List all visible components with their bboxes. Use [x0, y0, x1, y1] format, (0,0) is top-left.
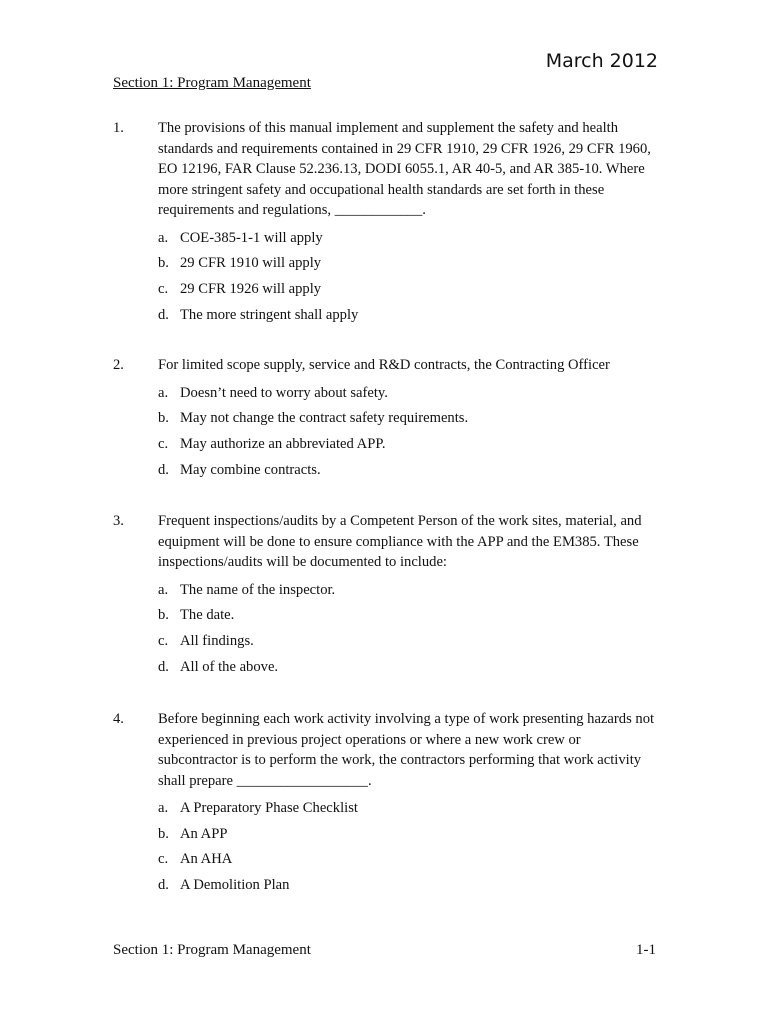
option-letter: b.: [158, 255, 169, 272]
question-text: Before beginning each work activity involving a type of work presenting hazards not experienced in previous project operations or where a new work crew or subcontractor is to perform the work, the contractors performing that work activity shall prepare __________________.: [158, 711, 655, 789]
option-letter: d.: [158, 877, 169, 894]
answer-option: [158, 253, 658, 279]
answer-option: [158, 460, 658, 486]
question-number: 4.: [113, 711, 124, 727]
answer-option: [158, 279, 658, 305]
option-letter: b.: [158, 410, 169, 427]
option-text: 29 CFR 1926 will apply: [180, 280, 322, 297]
option-letter: d.: [158, 461, 169, 478]
option-letter: c.: [158, 851, 169, 868]
question-2: [113, 355, 658, 485]
option-text: May combine contracts.: [180, 461, 321, 478]
answer-option: [158, 798, 658, 824]
page-number: 1-1: [636, 942, 656, 958]
question-3: [113, 511, 658, 682]
question-text: Frequent inspections/audits by a Competent Person of the work sites, material, and equipment will be done to ensure compliance with the APP and the EM385. These inspections/audits will be documented to include:: [158, 513, 642, 570]
question-4: [113, 709, 658, 901]
option-text: All findings.: [180, 632, 254, 649]
option-letter: a.: [158, 384, 169, 401]
answer-options: [158, 228, 658, 331]
option-text: An APP: [180, 825, 228, 842]
option-text: May not change the contract safety requirements.: [180, 410, 469, 427]
option-letter: b.: [158, 825, 169, 842]
answer-option: [158, 605, 658, 631]
answer-option: [158, 657, 658, 683]
option-text: 29 CFR 1910 will apply: [180, 255, 322, 272]
option-text: May authorize an abbreviated APP.: [180, 435, 386, 452]
answer-option: [158, 580, 658, 606]
answer-option: [158, 849, 658, 875]
option-letter: a.: [158, 800, 169, 816]
answer-option: [158, 228, 658, 254]
option-letter: a.: [158, 581, 169, 598]
answer-option: [158, 824, 658, 850]
question-number: 2.: [113, 357, 124, 373]
option-text: An AHA: [180, 851, 233, 868]
answer-option: [158, 631, 658, 657]
question-text: The provisions of this manual implement and supplement the safety and health standards and requirements contained in 29 CFR 1910, 29 CFR 1926, 29 CFR 1960, EO 12196, FAR Clause 52.236.13, DODI 6055.1, AR 40-5, and AR 385-10. Where more stringent safety and occupational health standards are set forth in these requirements and regulations, ____________.: [158, 120, 651, 218]
document-date: March 2012: [545, 50, 658, 72]
option-text: COE-385-1-1 will apply: [180, 229, 323, 246]
question-number: 1.: [113, 120, 124, 136]
option-text: A Demolition Plan: [180, 877, 290, 894]
answer-options: [158, 580, 658, 683]
answer-options: [158, 798, 658, 901]
section-title: Section 1: Program Management: [113, 75, 311, 91]
answer-option: [158, 383, 658, 409]
question-1: [113, 118, 658, 330]
question-number: 3.: [113, 513, 124, 529]
option-text: The date.: [180, 607, 235, 624]
answer-option: [158, 305, 658, 331]
answer-option: [158, 408, 658, 434]
option-letter: c.: [158, 280, 169, 297]
option-letter: b.: [158, 607, 169, 624]
footer-section-title: Section 1: Program Management: [113, 942, 311, 958]
option-text: Doesn’t need to worry about safety.: [180, 384, 388, 401]
option-letter: d.: [158, 306, 169, 323]
answer-option: [158, 875, 658, 901]
option-letter: a.: [158, 229, 169, 246]
option-text: The more stringent shall apply: [180, 306, 359, 323]
option-letter: c.: [158, 632, 169, 649]
option-text: All of the above.: [180, 658, 279, 675]
option-text: A Preparatory Phase Checklist: [180, 800, 358, 816]
answer-options: [158, 383, 658, 486]
option-letter: c.: [158, 435, 169, 452]
option-text: The name of the inspector.: [180, 581, 336, 598]
question-text: For limited scope supply, service and R&D contracts, the Contracting Officer: [158, 357, 610, 373]
answer-option: [158, 434, 658, 460]
option-letter: d.: [158, 658, 169, 675]
